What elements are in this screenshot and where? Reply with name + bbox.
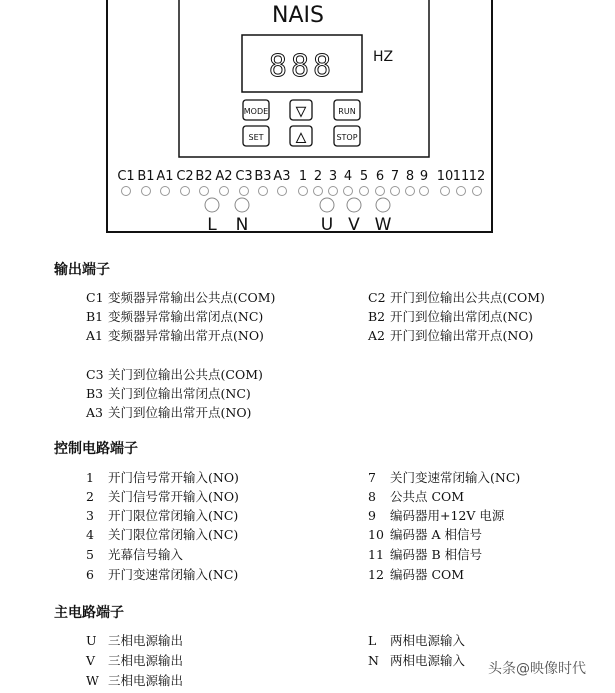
run-button-label: RUN	[338, 107, 356, 116]
terminal-description-text: 关门信号常开输入(NO)	[108, 489, 239, 504]
terminal-label: A3	[273, 169, 291, 184]
terminal-screw	[441, 187, 450, 196]
terminal-code: 3	[86, 508, 94, 523]
terminal-description-text: 开门变速常闭输入(NC)	[108, 567, 239, 582]
terminal-screw	[376, 187, 385, 196]
terminal-entry	[368, 631, 465, 649]
terminal-screw	[161, 187, 170, 196]
terminal-entry	[86, 631, 183, 649]
terminal-strip	[117, 169, 485, 196]
terminal-description-text: 开门限位常闭输入(NC)	[108, 508, 239, 523]
terminal-entry	[368, 487, 464, 505]
terminal-label: 7	[390, 169, 400, 184]
terminal-description-text: 编码器 B 相信号	[390, 547, 483, 562]
power-terminal-screw	[376, 198, 390, 212]
stop-button[interactable]	[334, 126, 360, 146]
unit-label: HZ	[372, 49, 394, 65]
terminal-entry	[368, 307, 533, 325]
terminal-entry	[86, 651, 183, 669]
terminal-screw	[142, 187, 151, 196]
terminal-screw	[259, 187, 268, 196]
power-terminal-screw	[235, 198, 249, 212]
terminal-label: 12	[468, 169, 486, 184]
terminal-screw	[391, 187, 400, 196]
terminal-code: 2	[86, 489, 94, 504]
terminal-description-text: 开门到位输出常闭点(NC)	[390, 309, 533, 324]
run-button[interactable]	[334, 100, 360, 120]
terminal-code: C3	[86, 367, 104, 382]
terminal-screw	[200, 187, 209, 196]
section-title: 输出端子	[54, 262, 110, 278]
terminal-code: V	[86, 653, 96, 668]
terminal-label: 9	[419, 169, 429, 184]
terminal-code: L	[368, 633, 377, 648]
terminal-description-text: 编码器用+12V 电源	[390, 508, 505, 523]
mode-button[interactable]	[243, 100, 269, 120]
power-terminal-label: N	[235, 215, 249, 235]
terminal-code: A1	[86, 328, 103, 343]
mode-button-label: MODE	[243, 107, 269, 116]
terminal-entry	[86, 671, 183, 689]
terminal-description-text: 两相电源输入	[390, 633, 466, 648]
terminal-screw	[240, 187, 249, 196]
brand-label: NAIS	[272, 3, 324, 28]
terminal-label: 2	[313, 169, 323, 184]
terminal-code: B3	[86, 386, 104, 401]
terminal-entry	[86, 403, 251, 421]
set-button[interactable]	[243, 126, 269, 146]
terminal-label: B2	[195, 169, 213, 184]
terminal-label: 5	[359, 169, 369, 184]
terminal-entry	[86, 525, 238, 543]
set-button-label: SET	[248, 133, 264, 142]
up-arrow-icon: ▲	[296, 130, 306, 144]
power-terminal-label: U	[320, 215, 334, 235]
terminal-screw	[473, 187, 482, 196]
terminal-entry	[86, 565, 238, 583]
terminal-label: B1	[137, 169, 155, 184]
down-button[interactable]	[290, 100, 312, 120]
terminal-label: A2	[215, 169, 233, 184]
terminal-code: 9	[368, 508, 376, 523]
terminal-entry	[86, 487, 239, 505]
up-button[interactable]	[290, 126, 312, 146]
terminal-entry	[86, 288, 275, 306]
terminal-label: C2	[176, 169, 194, 184]
display-digits: 888	[268, 49, 336, 84]
terminal-description-text: 三相电源输出	[108, 653, 184, 668]
terminal-code: C1	[86, 290, 104, 305]
terminal-screw	[181, 187, 190, 196]
power-terminal-screw	[205, 198, 219, 212]
terminal-description-text: 三相电源输出	[108, 633, 184, 648]
terminal-description-text: 变频器异常输出常闭点(NC)	[108, 309, 264, 324]
terminal-code: B2	[368, 309, 386, 324]
terminal-code: 11	[368, 547, 384, 562]
terminal-description-text: 两相电源输入	[390, 653, 466, 668]
terminal-entry	[86, 506, 238, 524]
terminal-label: 4	[343, 169, 353, 184]
terminal-code: W	[86, 673, 99, 688]
terminal-label: 3	[328, 169, 338, 184]
terminal-entry	[368, 506, 504, 524]
terminal-entry	[86, 545, 183, 563]
terminal-screw	[329, 187, 338, 196]
down-arrow-icon: ▼	[296, 104, 306, 118]
power-terminal-screw	[347, 198, 361, 212]
terminal-label: 10	[436, 169, 454, 184]
terminal-description-text: 关门变速常闭输入(NC)	[390, 470, 521, 485]
terminal-screw	[420, 187, 429, 196]
watermark: 头条@映像时代	[488, 661, 586, 677]
terminal-code: 5	[86, 547, 94, 562]
power-terminal-label: W	[374, 215, 392, 235]
terminal-entry	[86, 468, 239, 486]
terminal-code: B1	[86, 309, 104, 324]
terminal-screw	[299, 187, 308, 196]
terminal-code: 4	[86, 527, 94, 542]
terminal-screw	[457, 187, 466, 196]
terminal-entry	[368, 326, 533, 344]
terminal-description-text: 关门到位输出公共点(COM)	[108, 367, 263, 382]
section-title: 控制电路端子	[54, 441, 138, 457]
terminal-code: 6	[86, 567, 94, 582]
terminal-screw	[406, 187, 415, 196]
terminal-description-text: 三相电源输出	[108, 673, 184, 688]
terminal-entry	[86, 384, 251, 402]
terminal-entry	[368, 651, 465, 669]
terminal-screw	[278, 187, 287, 196]
terminal-description-text: 开门到位输出公共点(COM)	[390, 290, 545, 305]
terminal-description-text: 公共点 COM	[390, 489, 465, 504]
terminal-label: 1	[298, 169, 308, 184]
terminal-label: 11	[452, 169, 470, 184]
terminal-label: 6	[375, 169, 385, 184]
terminal-code: N	[368, 653, 379, 668]
terminal-code: 1	[86, 470, 94, 485]
power-terminals	[205, 198, 392, 235]
power-terminal-screw	[320, 198, 334, 212]
terminal-label: 8	[405, 169, 415, 184]
terminal-entry	[368, 468, 520, 486]
terminal-description-text: 变频器异常输出常开点(NO)	[108, 328, 264, 343]
section-title: 主电路端子	[54, 605, 124, 621]
terminal-code: 8	[368, 489, 376, 504]
terminal-code: 12	[368, 567, 384, 582]
terminal-description-text: 变频器异常输出公共点(COM)	[108, 290, 276, 305]
terminal-code: 10	[368, 527, 384, 542]
terminal-code: A2	[368, 328, 385, 343]
power-terminal-label: V	[348, 215, 360, 235]
terminal-screw	[344, 187, 353, 196]
stop-button-label: STOP	[336, 133, 358, 142]
terminal-code: A3	[86, 405, 103, 420]
terminal-code: 7	[368, 470, 376, 485]
terminal-description-text: 开门信号常开输入(NO)	[108, 470, 239, 485]
terminal-screw	[360, 187, 369, 196]
terminal-entry	[368, 545, 482, 563]
controller-panel-diagram	[0, 0, 615, 245]
terminal-entry	[86, 307, 263, 325]
terminal-description-text: 关门到位输出常闭点(NC)	[108, 386, 251, 401]
terminal-description-text: 编码器 A 相信号	[390, 527, 482, 542]
terminal-code: C2	[368, 290, 386, 305]
terminal-entry	[368, 565, 464, 583]
terminal-screw	[314, 187, 323, 196]
terminal-entry	[368, 525, 482, 543]
terminal-description-text: 开门到位输出常开点(NO)	[390, 328, 534, 343]
terminal-entry	[86, 365, 263, 383]
terminal-label: C3	[235, 169, 253, 184]
power-terminal-label: L	[207, 215, 217, 235]
terminal-description-text: 关门到位输出常开点(NO)	[108, 405, 252, 420]
terminal-label: C1	[117, 169, 135, 184]
terminal-description-text: 编码器 COM	[390, 567, 465, 582]
terminal-code: U	[86, 633, 97, 648]
terminal-description-text: 关门限位常闭输入(NC)	[108, 527, 239, 542]
terminal-entry	[86, 326, 264, 344]
terminal-screw	[220, 187, 229, 196]
terminal-label: A1	[156, 169, 174, 184]
terminal-screw	[122, 187, 131, 196]
terminal-label: B3	[254, 169, 272, 184]
terminal-description-text: 光幕信号输入	[108, 547, 184, 562]
terminal-entry	[368, 288, 545, 306]
